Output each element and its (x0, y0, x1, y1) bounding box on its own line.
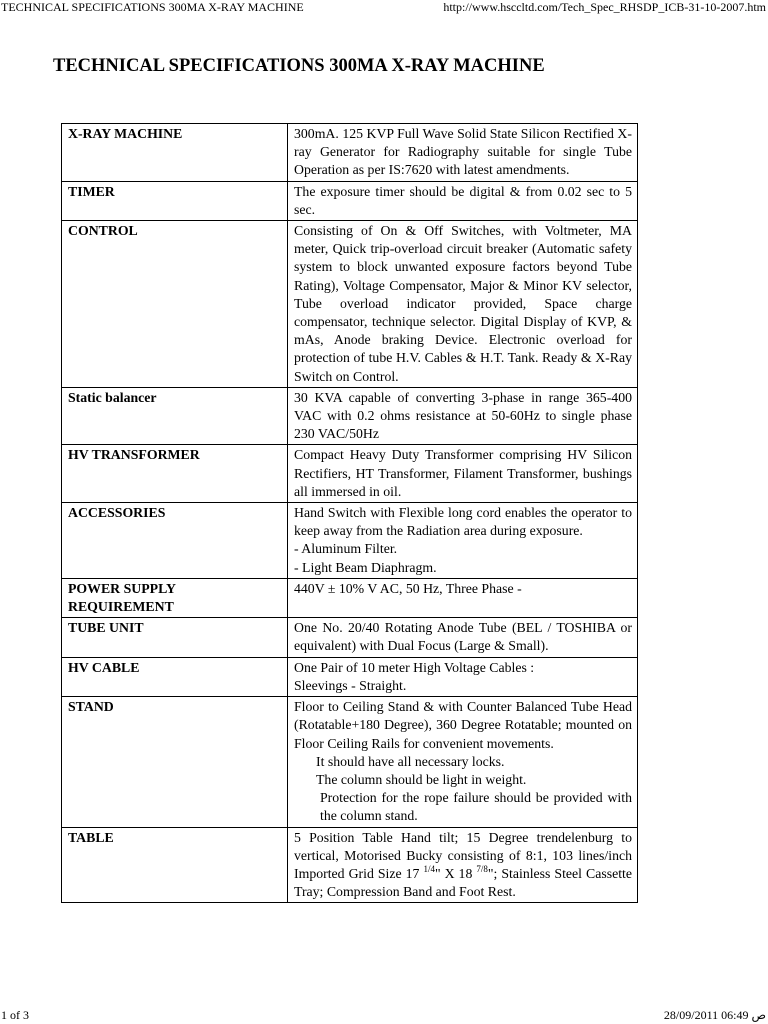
page-number: 1 of 3 (1, 1008, 29, 1022)
spec-key: TUBE UNIT (62, 618, 288, 657)
table-row (62, 445, 638, 503)
spec-key: HV CABLE (62, 657, 288, 696)
spec-value: 300mA. 125 KVP Full Wave Solid State Silicon Rectified X-ray Generator for Radiography suitable for single Tube Operation as per IS:7620 with latest amendments. (288, 124, 638, 182)
spec-table (61, 123, 638, 903)
spec-value: One No. 20/40 Rotating Anode Tube (BEL / TOSHIBA or equivalent) with Dual Focus (Large & Small). (288, 618, 638, 657)
spec-key: STAND (62, 697, 288, 827)
note-item: The column should be light in weight. (316, 771, 527, 787)
spec-value: Floor to Ceiling Stand & with Counter Balanced Tube Head (Rotatable+180 Degree), 360 Degree Rotatable; mounted on Floor Ceiling Rails for convenient movements. (294, 699, 632, 751)
table-row (62, 697, 638, 827)
spec-value-part: " X 18 (434, 865, 477, 881)
print-timestamp: 28/09/2011 06:49 ص (663, 1008, 766, 1022)
table-row (62, 124, 638, 182)
spec-value-part: "; Stainless Steel Cassette Tray; Compression Band and Foot Rest. (294, 865, 632, 900)
spec-value: The exposure timer should be digital & from 0.02 sec to 5 sec. (288, 181, 638, 220)
spec-key: HV TRANSFORMER (62, 445, 288, 503)
superscript-fraction: 7/8 (476, 863, 488, 874)
table-row (62, 387, 638, 445)
spec-value-part: 5 Position Table Hand tilt; 15 Degree trendelenburg to vertical, Motorised Bucky consisting of 8:1, 103 lines/inch Imported Grid Size 17 (294, 829, 632, 881)
note-item: It should have all necessary locks. (316, 753, 505, 769)
spec-key: POWER SUPPLY REQUIREMENT (62, 578, 288, 617)
header-url: http://www.hsccltd.com/Tech_Spec_RHSDP_ICB-31-10-2007.htm (443, 0, 766, 14)
table-row (62, 827, 638, 903)
spec-value-cell (288, 697, 638, 827)
spec-key: TIMER (62, 181, 288, 220)
spec-value: One Pair of 10 meter High Voltage Cables : (294, 659, 535, 675)
table-row (62, 181, 638, 220)
table-row (62, 578, 638, 617)
spec-key: Static balancer (62, 387, 288, 445)
spec-value: Consisting of On & Off Switches, with Voltmeter, MA meter, Quick trip-overload circuit breaker (Automatic safety system to block unwanted exposure factors beyond Tube Rating), Voltage Compensator, Major & Minor KV selector, Tube overload indicator provided, Space charge compensator, technique selector. Digital Display of KVP, & mAs, Anode braking Device. Electronic overload for protection of tube H.V. Cables & H.T. Tank. Ready & X-Ray Switch on Control. (288, 221, 638, 388)
superscript-fraction: 1/4 (423, 863, 435, 874)
table-row (62, 657, 638, 696)
spec-value-cell (288, 827, 638, 903)
spec-value: 440V ± 10% V AC, 50 Hz, Three Phase - (288, 578, 638, 617)
note-item: Protection for the rope failure should be provided with the column stand. (320, 790, 632, 824)
spec-key: CONTROL (62, 221, 288, 388)
list-item: - Aluminum Filter. (294, 541, 398, 557)
spec-key: X-RAY MACHINE (62, 124, 288, 182)
spec-value: Hand Switch with Flexible long cord enables the operator to keep away from the Radiation area during exposure. (294, 505, 632, 539)
page-title: TECHNICAL SPECIFICATIONS 300MA X-RAY MACHINE (53, 56, 545, 76)
spec-value: Compact Heavy Duty Transformer comprising HV Silicon Rectifiers, HT Transformer, Filament Transformer, bushings all immersed in oil. (288, 445, 638, 503)
table-row (62, 221, 638, 388)
spec-key: TABLE (62, 827, 288, 903)
table-row (62, 503, 638, 579)
spec-value-cell (288, 657, 638, 696)
list-item: - Light Beam Diaphragm. (294, 559, 437, 575)
list-item: Sleevings - Straight. (294, 677, 407, 693)
spec-key: ACCESSORIES (62, 503, 288, 579)
spec-value-cell (288, 503, 638, 579)
spec-value: 30 KVA capable of converting 3-phase in range 365-400 VAC with 0.2 ohms resistance at 50-60Hz to single phase 230 VAC/50Hz (288, 387, 638, 445)
header-title: TECHNICAL SPECIFICATIONS 300MA X-RAY MACHINE (1, 0, 304, 14)
table-row (62, 618, 638, 657)
